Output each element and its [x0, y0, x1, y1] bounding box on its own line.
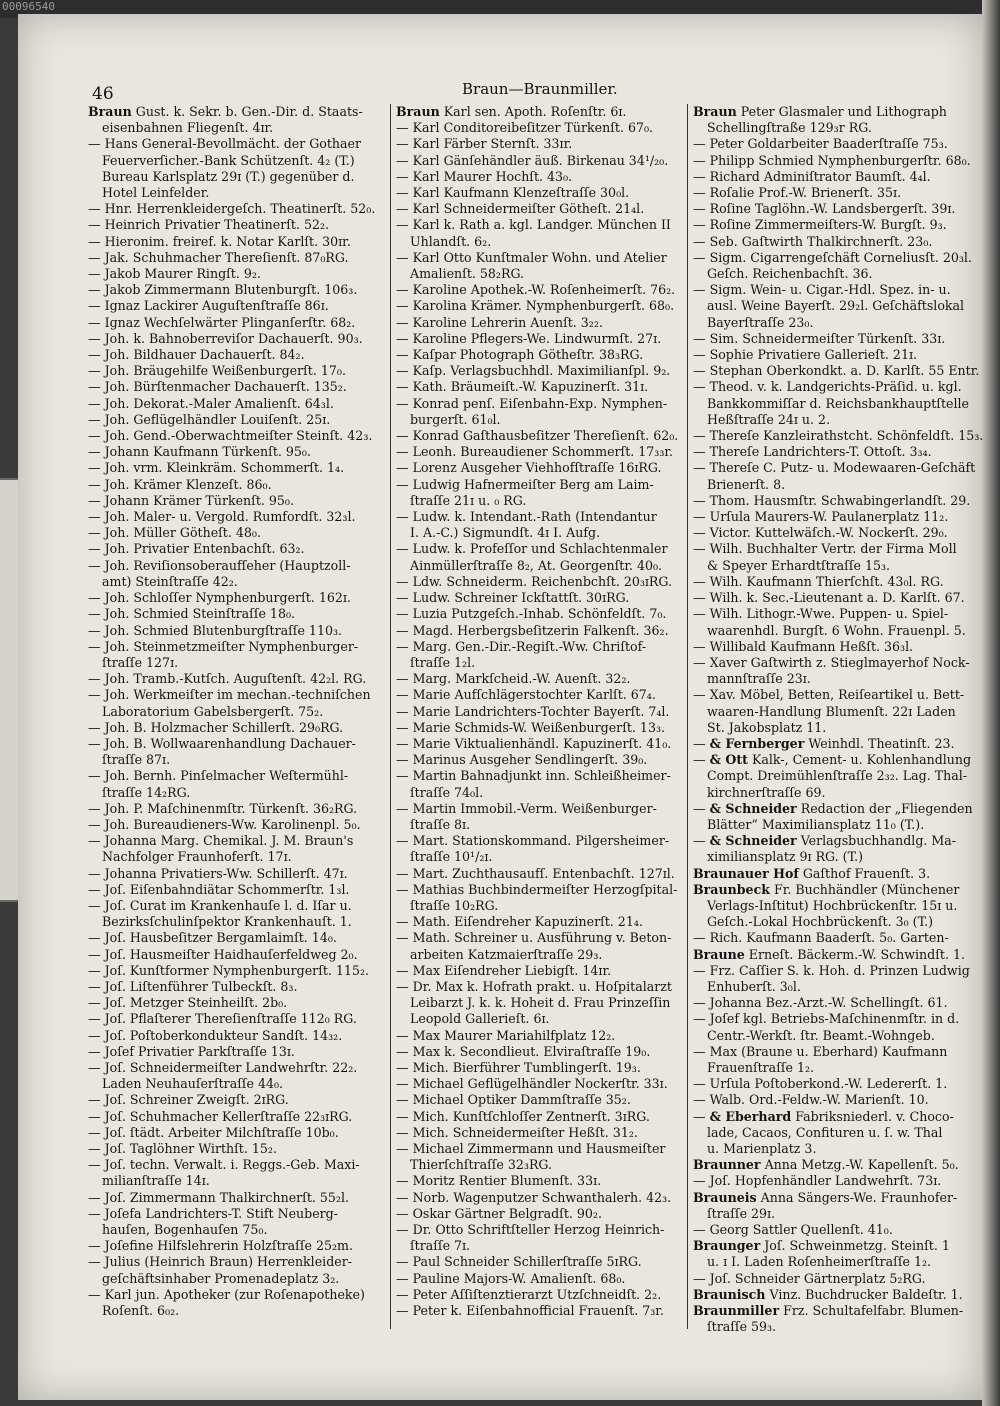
directory-line: — Joh. Bildhauer Dachauerſt. 84₂. — [88, 347, 305, 363]
directory-line: — Walb. Ord.-Feldw.-W. Marienſt. 10. — [693, 1092, 929, 1108]
directory-line: — Sim. Schneidermeiſter Türkenſt. 33ɪ. — [693, 330, 946, 346]
directory-line: Leopold Gallerieſt. 6ɪ. — [410, 1011, 550, 1027]
directory-line: — Peter Goldarbeiter Baaderſtraſſe 75₃. — [693, 136, 948, 152]
directory-line: waaren-Handlung Blumenſt. 22ɪ Laden — [707, 703, 956, 719]
directory-line: amt) Steinſtraſſe 42₂. — [102, 573, 238, 589]
directory-line: — Konrad Gaſthausbeſitzer Thereſienſt. 62₀. — [396, 428, 679, 444]
directory-line: — Karl jun. Apotheker (zur Roſenapotheke) — [88, 1286, 365, 1302]
directory-line: — Joh. Bürſtenmacher Dachauerſt. 135₂. — [88, 379, 347, 395]
directory-line: — Lorenz Ausgeher Viehhofſtraſſe 16ɪRG. — [396, 460, 662, 476]
directory-line: — Willibald Kaufmann Heßſt. 36₃l. — [693, 638, 914, 654]
directory-line: — Wilh. Kaufmann Thierſchſt. 43₀l. RG. — [693, 573, 944, 589]
directory-line: — Max (Braune u. Eberhard) Kaufmann — [693, 1043, 948, 1059]
directory-line: eisenbahnen Fliegenſt. 4ɪr. — [102, 120, 274, 136]
directory-line: & Speyer Erhardtſtraſſe 15₃. — [707, 557, 891, 573]
directory-line: — Joh. Schmied Blutenburgſtraſſe 110₃. — [88, 622, 343, 638]
directory-line: — & Eberhard Fabriksniederl. v. Choco- — [693, 1108, 954, 1124]
directory-line: ſtraſſe 10¹/₂ɪ. — [410, 849, 493, 865]
directory-line: ſtraſſe 21ɪ u. ₀ RG. — [410, 492, 527, 508]
directory-line: — Mich. Schneidermeiſter Heßſt. 31₂. — [396, 1124, 638, 1140]
directory-line: Braunisch Vinz. Buchdrucker Baldeſtr. 1. — [693, 1286, 963, 1302]
directory-line: St. Jakobsplatz 11. — [707, 719, 827, 735]
directory-line: — Math. Eiſendreher Kapuzinerſt. 21₄. — [396, 914, 643, 930]
directory-line: — Joſ. Pflaſterer Thereſienſtraſſe 112₀ RG. — [88, 1011, 357, 1027]
directory-line: — Joſ. Metzger Steinheilſt. 2b₀. — [88, 995, 288, 1011]
directory-line: — Joſ. Zimmermann Thalkirchnerſt. 55₂l. — [88, 1189, 350, 1205]
directory-line: — Ludw. Schreiner Ickſtattſt. 30ɪRG. — [396, 590, 630, 606]
directory-line: — Joſefa Landrichters-T. Stift Neuberg- — [88, 1205, 339, 1221]
directory-line: — Joſ. Eiſenbahndiätar Schommerſtr. 1₃l. — [88, 881, 350, 897]
scan-id: 00096540 — [2, 0, 55, 13]
directory-line: — Michael Optiker Dammſtraſſe 35₂. — [396, 1092, 631, 1108]
directory-line: — Karl Conditoreibeſitzer Türkenſt. 67₀. — [396, 120, 654, 136]
directory-line: ſtraſſe 74₀l. — [410, 784, 484, 800]
directory-line: Bayerſtraſſe 23₀. — [707, 314, 814, 330]
directory-line: — Joſ. Schneidermeiſter Landwehrſtr. 22₂. — [88, 1059, 358, 1075]
directory-line: — Kaſp. Verlagsbuchhdl. Maximilianſpl. 9₂. — [396, 363, 671, 379]
directory-line: ſtraſſe 59₃. — [707, 1319, 777, 1335]
directory-line: Heßſtraſſe 24ɪ u. 2. — [707, 411, 831, 427]
directory-line: — Joſef Privatier Parkſtraſſe 13ɪ. — [88, 1043, 295, 1059]
directory-line: Braunger Joſ. Schweinmetzg. Steinſt. 1 — [693, 1238, 950, 1254]
directory-line: kirchnerſtraſſe 69. — [707, 784, 826, 800]
directory-line: — Philipp Schmied Nymphenburgerſtr. 68₀. — [693, 152, 971, 168]
directory-line: — Johann Krämer Türkenſt. 95₀. — [88, 492, 294, 508]
directory-line: — Joh. k. Bahnoberreviſor Dachauerſt. 90₃. — [88, 330, 363, 346]
directory-line: — Heinrich Privatier Theatinerſt. 52₂. — [88, 217, 330, 233]
directory-line: — Joſ. Poſtoberkondukteur Sandſt. 14₃₂. — [88, 1027, 343, 1043]
directory-line: — Kaſpar Photograph Götheſtr. 38₃RG. — [396, 347, 644, 363]
page-gutter-shadow — [982, 0, 1000, 1406]
directory-line: ſtraſſe 1₂l. — [410, 654, 476, 670]
directory-line: — Marinus Ausgeher Sendlingerſt. 39₀. — [396, 752, 648, 768]
directory-line: Braunmiller Frz. Schultafelfabr. Blumen- — [693, 1303, 964, 1319]
directory-line: — Karl Kaufmann Klenzeſtraſſe 30₀l. — [396, 185, 630, 201]
directory-line: ſtraſſe 7ɪ. — [410, 1238, 471, 1254]
directory-line: — Karl Otto Kunſtmaler Wohn. und Atelier — [396, 249, 667, 265]
directory-line: — Thom. Hausmſtr. Schwabingerlandſt. 29. — [693, 492, 971, 508]
directory-line: — Joh. Müller Götheſt. 48₀. — [88, 525, 261, 541]
directory-line: — Luzia Putzgeſch.-Inhab. Schönfeldſt. 7₀. — [396, 606, 667, 622]
column-rule-1 — [390, 104, 391, 1329]
directory-line: — Ignaz Lackirer Auguſtenſtraſſe 86ɪ. — [88, 298, 329, 314]
directory-line: — Johanna Privatiers-Ww. Schillerſt. 47ɪ. — [88, 865, 348, 881]
directory-line: — Mart. Stationskommand. Pilgersheimer- — [396, 833, 670, 849]
directory-line: — Johanna Marg. Chemikal. J. M. Braun's — [88, 833, 354, 849]
directory-line: — Hieronim. freiref. k. Notar Karlſt. 30ɪr. — [88, 233, 351, 249]
directory-line: — Marie Viktualienhändl. Kapuzinerſt. 41₀. — [396, 735, 672, 751]
directory-line: — Seb. Gaſtwirth Thalkirchnerſt. 23₀. — [693, 233, 933, 249]
directory-line: — Stephan Oberkondkt. a. D. Karlſt. 55 Entr. — [693, 363, 980, 379]
directory-line: — Karl Maurer Hochſt. 43₀. — [396, 168, 573, 184]
directory-line: arbeiten Katzmaierſtraſſe 29₃. — [410, 946, 603, 962]
directory-line: — Math. Schreiner u. Ausführung v. Beton- — [396, 930, 672, 946]
directory-line: — Sigm. Cigarrengeſchäft Corneliusſt. 20₃l. — [693, 249, 972, 265]
directory-line: Centr.-Werkſt. ſtr. Beamt.-Wohngeb. — [707, 1027, 935, 1043]
directory-line: — Magd. Herbergsbeſitzerin Falkenſt. 36₂. — [396, 622, 669, 638]
directory-line: — & Schneider Verlagsbuchhandlg. Ma- — [693, 833, 957, 849]
directory-line: Braun Karl sen. Apoth. Roſenſtr. 6ɪ. — [396, 104, 627, 119]
directory-line: — Karoline Lehrerin Auenſt. 3₂₂. — [396, 314, 603, 330]
directory-line: — Roſine Taglöhn.-W. Landsbergerſt. 39ɪ. — [693, 201, 956, 217]
directory-line: I. A.-C.) Sigmundſt. 4ɪ I. Aufg. — [410, 525, 601, 541]
directory-line: Nachfolger Fraunhoferſt. 17ɪ. — [102, 849, 292, 865]
directory-line: Bezirksſchulinſpektor Krankenhauſt. 1. — [102, 914, 352, 930]
directory-line: — Mich. Kunſtſchloſſer Zentnerſt. 3ɪRG. — [396, 1108, 650, 1124]
column-rule-2 — [687, 104, 688, 1329]
directory-line: — Konrad penſ. Eiſenbahn-Exp. Nymphen- — [396, 395, 668, 411]
directory-line: — Joh. B. Holzmacher Schillerſt. 29₀RG. — [88, 719, 344, 735]
directory-line: — Joh. Werkmeiſter im mechan.-techniſchen — [88, 687, 371, 703]
directory-line: Amalienſt. 58₂RG. — [410, 266, 525, 282]
directory-line: lade, Cacaos, Confituren u. ſ. w. Thal — [707, 1124, 943, 1140]
directory-line: — Joh. Steinmetzmeiſter Nymphenburger- — [88, 638, 359, 654]
directory-line: — Mart. Zuchthausaufſ. Entenbachſt. 127ɪl. — [396, 865, 675, 881]
directory-line: Schellingſtraße 129₃r RG. — [707, 120, 872, 136]
directory-line: — Dr. Max k. Hofrath prakt. u. Hoſpitalarzt — [396, 978, 672, 994]
directory-line: — Johanna Bez.-Arzt.-W. Schellingſt. 61. — [693, 995, 948, 1011]
directory-line: ſtraſſe 127ɪ. — [102, 654, 179, 670]
directory-line: — Karl Färber Sternſt. 33ɪr. — [396, 136, 573, 152]
directory-line: Bankkommiſſar d. Reichsbankhauptſtelle — [707, 395, 969, 411]
directory-line: ſtraſſe 10₂RG. — [410, 897, 499, 913]
directory-line: — Michael Geflügelhändler Nockerſtr. 33ɪ. — [396, 1076, 668, 1092]
directory-line: — Julius (Heinrich Braun) Herrenkleider- — [88, 1254, 352, 1270]
directory-line: — Joſ. techn. Verwalt. i. Reggs.-Geb. Maxi- — [88, 1157, 360, 1173]
page-number: 46 — [92, 84, 114, 104]
directory-line: — Karoline Apothek.-W. Roſenheimerſt. 76₂. — [396, 282, 676, 298]
directory-line: — Roſalie Prof.-W. Brienerſt. 35ɪ. — [693, 185, 902, 201]
directory-line: — Marie Landrichters-Tochter Bayerſt. 7₄l. — [396, 703, 670, 719]
directory-line: — Joh. Privatier Entenbachſt. 63₂. — [88, 541, 305, 557]
directory-line: — Joſ. Hausmeiſter Haidhauſerfeldweg 2₀. — [88, 946, 358, 962]
directory-line: — Mich. Bierführer Tumblingerſt. 19₃. — [396, 1059, 641, 1075]
directory-line: — Jakob Maurer Ringſt. 9₂. — [88, 266, 261, 282]
directory-line: — & Schneider Redaction der „Fliegenden — [693, 800, 973, 816]
directory-line: hauſen, Bogenhauſen 75₀. — [102, 1222, 268, 1238]
directory-line: — Joh. Gend.-Oberwachtmeiſter Steinſt. 42₃. — [88, 428, 373, 444]
directory-line: — Rich. Kaufmann Baaderſt. 5₀. Garten- — [693, 930, 949, 946]
directory-line: — Peter k. Eiſenbahnofficial Frauenſt. 7₃r. — [396, 1303, 664, 1319]
directory-line: — Joh. vrm. Kleinkräm. Schommerſt. 1₄. — [88, 460, 345, 476]
directory-line: — Johann Kaufmann Türkenſt. 95₀. — [88, 444, 311, 460]
running-head: Braun—Braunmiller. — [462, 80, 618, 98]
directory-line: Thierſchſtraſſe 32₃RG. — [410, 1157, 553, 1173]
directory-line: — Joſ. ſtädt. Arbeiter Milchſtraſſe 10b₀. — [88, 1124, 339, 1140]
directory-line: — Joh. B. Wollwaarenhandlung Dachauer- — [88, 735, 356, 751]
directory-line: Brauneis Anna Sängers-We. Fraunhofer- — [693, 1189, 958, 1205]
directory-line: — Max Maurer Mariahilfplatz 12₂. — [396, 1027, 616, 1043]
directory-line: — Victor. Kuttelwäſch.-W. Nockerſt. 29₀. — [693, 525, 948, 541]
directory-line: — Joſ. Hopfenhändler Landwehrſt. 73ɪ. — [693, 1173, 942, 1189]
directory-line: Geſch. Reichenbachſt. 36. — [707, 266, 873, 282]
directory-line: — Ludw. k. Intendant.-Rath (Intendantur — [396, 509, 657, 525]
directory-line: Enhuberſt. 3₀l. — [707, 978, 801, 994]
directory-line: — Joh. Maler- u. Vergold. Rumfordſt. 32₃l. — [88, 509, 356, 525]
directory-line: — Urſula Maurers-W. Paulanerplatz 11₂. — [693, 509, 949, 525]
directory-line: — Joſ. Curat im Krankenhauſe l. d. Iſar u. — [88, 897, 352, 913]
directory-line: — Marie Aufſchlägerstochter Karlſt. 67₄. — [396, 687, 656, 703]
directory-line: — & Fernberger Weinhdl. Theatinſt. 23. — [693, 735, 955, 751]
directory-line: — Roſine Zimmermeiſters-W. Burgſt. 9₃. — [693, 217, 947, 233]
directory-line: — Joſ. Schuhmacher Kellerſtraſſe 22₃ɪRG. — [88, 1108, 353, 1124]
directory-line: Verlags-Inſtitut) Hochbrückenſtr. 15ɪ u. — [707, 897, 958, 913]
directory-line: — Joh. Bräugehilfe Weißenburgerſt. 17₀. — [88, 363, 346, 379]
directory-line: Compt. Dreimühlenſtraſſe 2₃₂. Lag. Thal- — [707, 768, 968, 784]
directory-line: — Joh. Tramb.-Kutſch. Auguſtenſt. 42₂l. RG. — [88, 671, 367, 687]
directory-line: Leibarzt J. k. k. Hoheit d. Frau Prinzeſſin — [410, 995, 671, 1011]
directory-line: — Xav. Möbel, Betten, Reiſeartikel u. Bett- — [693, 687, 965, 703]
directory-line: — Pauline Majors-W. Amalienſt. 68₀. — [396, 1270, 626, 1286]
directory-line: ſtraſſe 87ɪ. — [102, 752, 171, 768]
directory-line: — Marie Schmids-W. Weißenburgerſt. 13₃. — [396, 719, 666, 735]
directory-line: — Wilh. Buchhalter Vertr. der Firma Moll — [693, 541, 957, 557]
directory-line: Frauenſtraſſe 1₂. — [707, 1059, 815, 1075]
directory-line: — Joſ. Liſtenführer Tulbeckſt. 8₃. — [88, 978, 298, 994]
directory-line: — Georg Sattler Quellenſt. 41₀. — [693, 1222, 893, 1238]
directory-line: Braunauer Hof Gaſthof Frauenſt. 3. — [693, 865, 931, 881]
directory-line: — Sophie Privatiere Gallerieſt. 21ɪ. — [693, 347, 917, 363]
directory-line: geſchäftsinhaber Promenadeplatz 3₂. — [102, 1270, 340, 1286]
directory-line: — Joſ. Hausbeſitzer Bergamlaimſt. 14₀. — [88, 930, 337, 946]
directory-line: — Joh. Krämer Klenzeſt. 86₀. — [88, 476, 272, 492]
directory-line: — Joſ. Kunſtformer Nymphenburgerſt. 115₂. — [88, 962, 370, 978]
directory-line: ſtraſſe 14₂RG. — [102, 784, 191, 800]
directory-line: — Ignaz Wechſelwärter Plinganſerſtr. 68₂. — [88, 314, 356, 330]
directory-line: — Ludwig Hafnermeiſter Berg am Laim- — [396, 476, 654, 492]
directory-line: Brienerſt. 8. — [707, 476, 786, 492]
directory-line: Braun Peter Glasmaler und Lithograph — [693, 104, 947, 119]
directory-line: Geſch.-Lokal Hochbrückenſt. 3₀ (T.) — [707, 914, 934, 930]
directory-line: — Moritz Rentier Blumenſt. 33ɪ. — [396, 1173, 602, 1189]
directory-line: — Karl Gänſehändler äuß. Birkenau 34¹/₂₀. — [396, 152, 669, 168]
directory-line: — Joh. Bernh. Pinſelmacher Weſtermühl- — [88, 768, 349, 784]
directory-line: — Sigm. Wein- u. Cigar.-Hdl. Spez. in- u. — [693, 282, 951, 298]
directory-line: — Wilh. k. Sec.-Lieutenant a. D. Karlſt. 67. — [693, 590, 965, 606]
directory-column-3 — [693, 104, 983, 1335]
directory-line: — Wilh. Lithogr.-Wwe. Puppen- u. Spiel- — [693, 606, 949, 622]
directory-line: — Richard Adminiſtrator Baumſt. 4₄l. — [693, 168, 931, 184]
directory-line: — Joſefine Hilfslehrerin Holzſtraſſe 25₂m. — [88, 1238, 353, 1254]
directory-line: Roſenſt. 6₀₂. — [102, 1303, 180, 1319]
directory-line: — Urſula Poſtoberkond.-W. Ledererſt. 1. — [693, 1076, 948, 1092]
directory-line: — Hans General-Bevollmächt. der Gothaer — [88, 136, 362, 152]
directory-line: Laboratorium Gabelsbergerſt. 75₂. — [102, 703, 324, 719]
directory-line: — Dr. Otto Schriftſteller Herzog Heinrich- — [396, 1222, 665, 1238]
directory-line: — Joſ. Schreiner Zweigſt. 2ɪRG. — [88, 1092, 289, 1108]
directory-line: ſtraſſe 8ɪ. — [410, 816, 471, 832]
directory-line: — Karoline Pflegers-We. Lindwurmſt. 27ɪ. — [396, 330, 662, 346]
directory-line: Braun Gust. k. Sekr. b. Gen.-Dir. d. Staats- — [88, 104, 363, 119]
directory-line: Uhlandſt. 6₂. — [410, 233, 492, 249]
directory-line: ausl. Weine Bayerſt. 29₂l. Geſchäftslokal — [707, 298, 965, 314]
directory-line: u. ɪ I. Laden Roſenheimerſtraſſe 1₂. — [707, 1254, 932, 1270]
directory-line: — Marg. Markſcheid.-W. Auenſt. 32₂. — [396, 671, 631, 687]
directory-line: — Joſ. Taglöhner Wirthſt. 15₂. — [88, 1141, 277, 1156]
directory-line: — Michael Zimmermann und Hausmeiſter — [396, 1141, 666, 1156]
directory-line: — Hnr. Herrenkleidergeſch. Theatinerſt. 52₀. — [88, 201, 376, 217]
directory-line: u. Marienplatz 3. — [707, 1141, 817, 1156]
directory-line: — Karolina Krämer. Nymphenburgerſt. 68₀. — [396, 298, 675, 314]
directory-line: — Joh. Schmied Steinſtraſſe 18₀. — [88, 606, 296, 622]
directory-line: Braunner Anna Metzg.-W. Kapellenſt. 5₀. — [693, 1157, 959, 1173]
directory-line: — Xaver Gaſtwirth z. Stieglmayerhof Nock- — [693, 654, 970, 670]
directory-line: waarenhdl. Burgſt. 6 Wohn. Frauenpl. 5. — [707, 622, 966, 638]
directory-line: — Kath. Bräumeiſt.-W. Kapuzinerſt. 31ɪ. — [396, 379, 649, 395]
directory-column-1 — [88, 104, 386, 1319]
directory-column-2 — [396, 104, 686, 1319]
directory-line: — Thereſe C. Putz- u. Modewaaren-Geſchäft — [693, 460, 976, 476]
directory-line: — Jakob Zimmermann Blutenburgſt. 106₃. — [88, 282, 358, 298]
directory-line: — Joh. Geflügelhändler Louiſenſt. 25ɪ. — [88, 411, 331, 427]
directory-line: — Max Eiſendreher Liebigſt. 14ɪr. — [396, 962, 612, 978]
directory-line: — Ldw. Schneiderm. Reichenbchſt. 20₃ɪRG. — [396, 573, 673, 589]
directory-line: — Karl Schneidermeiſter Götheſt. 21₄l. — [396, 201, 645, 217]
directory-line: — Frz. Caſſier S. k. Hoh. d. Prinzen Ludwig — [693, 962, 970, 978]
directory-line: burgerſt. 61₀l. — [410, 411, 501, 427]
directory-line: milianſtraſſe 14ɪ. — [102, 1173, 210, 1189]
directory-line: — Joh. Reviſionsoberaufſeher (Hauptzoll- — [88, 557, 351, 573]
directory-line: Braunbeck Fr. Buchhändler (Münchener — [693, 881, 960, 897]
directory-line: — Joh. Bureaudieners-Ww. Karolinenpl. 5₀. — [88, 816, 361, 832]
directory-line: Blätter“ Maximiliansplatz 11₀ (T.). — [707, 816, 925, 832]
directory-line: — Martin Immobil.-Verm. Weißenburger- — [396, 800, 657, 816]
directory-line: — Mathias Buchbindermeiſter Herzogſpital- — [396, 881, 678, 897]
directory-line: — Marg. Gen.-Dir.-Regiſt.-Ww. Chriſtof- — [396, 638, 647, 654]
directory-line: Ainmüllerſtraſſe 8₂, At. Georgenſtr. 40₀. — [410, 557, 663, 573]
directory-line: — Joſef kgl. Betriebs-Maſchinenmſtr. in d. — [693, 1011, 960, 1027]
directory-line: ximiliansplatz 9ɪ RG. (T.) — [707, 849, 864, 865]
directory-line: — Leonh. Bureaudiener Schommerſt. 17₃₃r. — [396, 444, 674, 460]
directory-line: Braune Erneſt. Bäckerm.-W. Schwindſt. 1. — [693, 946, 965, 962]
directory-line: Laden Neuhauſerſtraſſe 44₀. — [102, 1076, 284, 1092]
directory-line: — Joh. Dekorat.-Maler Amalienſt. 64₃l. — [88, 395, 334, 411]
directory-line: — Thereſe Kanzleirathstcht. Schönfeldſt. 15₃. — [693, 428, 983, 444]
directory-line: ſtraſſe 29ɪ. — [707, 1205, 776, 1221]
directory-line: — & Ott Kalk-, Cement- u. Kohlenhandlung — [693, 752, 972, 768]
directory-line: — Joſ. Schneider Gärtnerplatz 5₂RG. — [693, 1270, 926, 1286]
directory-line: — Paul Schneider Schillerſtraſſe 5ɪRG. — [396, 1254, 642, 1270]
directory-line: Feuerverſicher.-Bank Schützenſt. 4₂ (T.) — [102, 152, 355, 168]
directory-line: — Norb. Wagenputzer Schwanthalerh. 42₃. — [396, 1189, 672, 1205]
directory-line: Bureau Karlsplatz 29ɪ (T.) gegenüber d. — [102, 168, 355, 184]
directory-line: — Martin Bahnadjunkt inn. Schleißheimer- — [396, 768, 671, 784]
directory-line: — Joh. P. Maſchinenmſtr. Türkenſt. 36₂RG. — [88, 800, 358, 816]
directory-line: — Peter Aſſiſtenztierarzt Utzſchneidſt. 2₂. — [396, 1286, 662, 1302]
directory-line: — Ludw. k. Profeſſor und Schlachtenmaler — [396, 541, 668, 557]
directory-line: — Oskar Gärtner Belgradſt. 90₂. — [396, 1205, 602, 1221]
directory-line: Hotel Leinfelder. — [102, 185, 210, 201]
directory-line: mannſtraſſe 23ɪ. — [707, 671, 811, 687]
directory-line: — Thereſe Landrichters-T. Ottoſt. 3₃₄. — [693, 444, 932, 460]
directory-line: — Joh. Schloſſer Nymphenburgerſt. 162ɪ. — [88, 590, 351, 606]
directory-line: — Max k. Secondlieut. Elviraſtraſſe 19₀. — [396, 1043, 651, 1059]
directory-line: — Karl k. Rath a. kgl. Landger. München II — [396, 217, 671, 233]
directory-line: — Jak. Schuhmacher Thereſienſt. 87₀RG. — [88, 249, 349, 265]
directory-line: — Theod. v. k. Landgerichts-Präſid. u. kgl. — [693, 379, 962, 395]
